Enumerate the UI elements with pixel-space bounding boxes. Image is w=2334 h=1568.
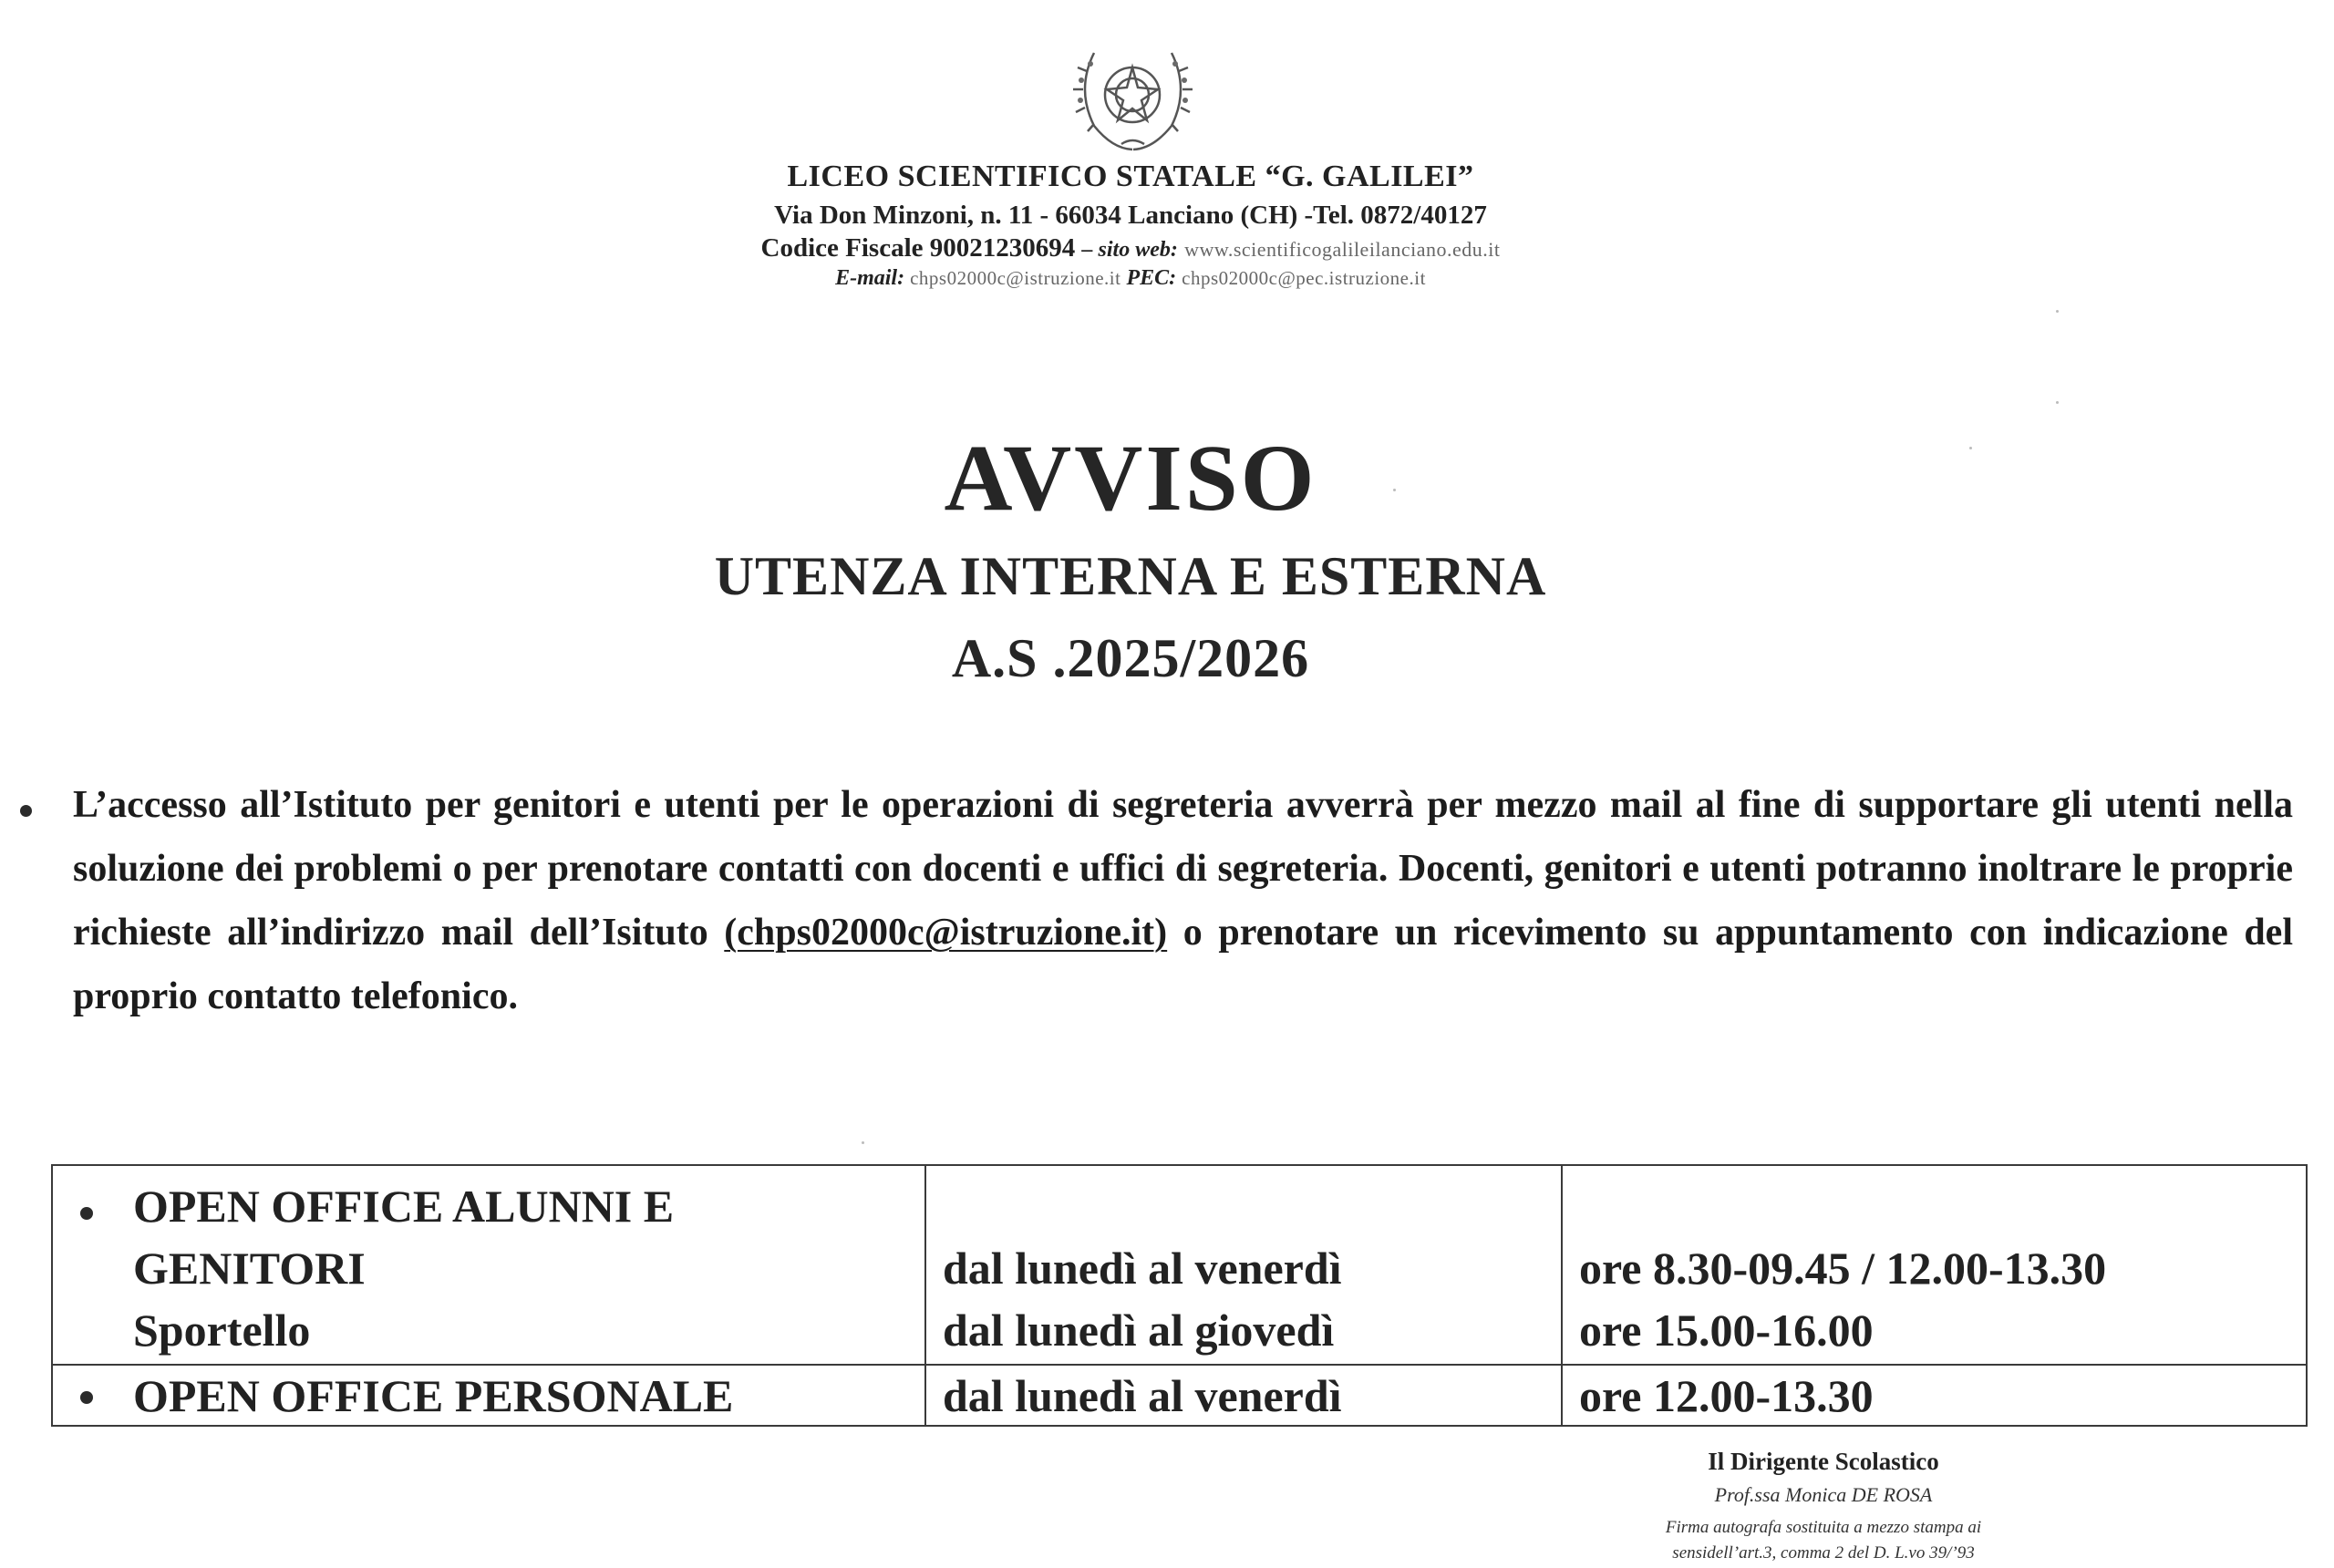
office-days: dal lunedì al venerdì <box>943 1370 1342 1421</box>
scan-speck <box>2056 310 2059 313</box>
bullet-icon <box>20 805 32 817</box>
office-name: OPEN OFFICE PERSONALE <box>133 1370 734 1421</box>
signature-role: Il Dirigente Scolastico <box>1708 1448 1939 1475</box>
office-subname: Sportello <box>133 1305 311 1356</box>
office-hours: ore 15.00-16.00 <box>1579 1305 1874 1356</box>
email-link[interactable]: chps02000c@istruzione.it <box>910 267 1121 289</box>
office-hours: ore 8.30-09.45 / 12.00-13.30 <box>1579 1243 2107 1294</box>
scan-speck <box>2056 401 2059 404</box>
signature-note-line: sensidell’art.3, comma 2 del D. L.vo 39/’93 <box>1672 1543 1975 1563</box>
signature-note-line: Firma autografa sostituita a mezzo stampa ai <box>1665 1518 1982 1537</box>
email-line <box>511 266 1750 291</box>
email-label: E-mail: <box>835 266 905 290</box>
office-name: GENITORI <box>133 1243 366 1294</box>
pec-label: PEC: <box>1126 266 1177 290</box>
web-label: – sito web: <box>1081 238 1178 262</box>
italian-republic-emblem-icon <box>1067 35 1199 158</box>
notice-subtitle: UTENZA INTERNA E ESTERNA <box>714 546 1547 606</box>
office-hours: ore 12.00-13.30 <box>1579 1370 1874 1421</box>
notice-paragraph <box>73 773 2293 1028</box>
office-days: dal lunedì al giovedì <box>943 1305 1335 1356</box>
paragraph-text-end: o prenotare un ricevimento su appuntamento con indicazione del proprio contatto telefonico. <box>73 912 2293 1017</box>
scan-speck <box>1393 489 1396 491</box>
scan-speck <box>1969 447 1972 449</box>
bullet-icon <box>80 1391 93 1404</box>
institute-email-link[interactable]: (chps02000c@istruzione.it) <box>724 912 1168 954</box>
table-divider <box>1561 1166 1563 1425</box>
bullet-icon <box>80 1207 93 1220</box>
school-address: Via Don Minzoni, n. 11 - 66034 Lanciano (CH) -Tel. 0872/40127 <box>774 201 1487 230</box>
fiscal-code: 90021230694 <box>929 233 1076 263</box>
schedule-table <box>51 1164 2308 1427</box>
fiscal-line <box>511 233 1750 263</box>
table-divider <box>924 1166 926 1425</box>
scan-speck <box>862 1141 864 1144</box>
school-name: LICEO SCIENTIFICO STATALE “G. GALILEI” <box>787 160 1474 193</box>
paragraph-text-start: L’accesso all’Istituto per genitori e utenti per le operazioni di segreteria avverrà per mezzo mail al fine di supportare gli utenti nella soluzione dei problemi o per prenotare contatti con docenti e uffici di segreteria. Docenti, genitori e utenti potranno inoltrare le proprie richieste all’indirizzo mail dell’Isituto <box>73 784 2293 954</box>
notice-title: AVVISO <box>944 426 1317 531</box>
website-link[interactable]: www.scientificogalileilanciano.edu.it <box>1184 238 1501 261</box>
signature-note <box>1568 1515 2079 1566</box>
office-name: OPEN OFFICE ALUNNI E <box>133 1181 675 1232</box>
office-days: dal lunedì al venerdì <box>943 1243 1342 1294</box>
school-year: A.S .2025/2026 <box>951 628 1310 688</box>
fiscal-label: Codice Fiscale <box>760 233 924 263</box>
pec-link[interactable]: chps02000c@pec.istruzione.it <box>1182 267 1426 289</box>
signature-name: Prof.ssa Monica DE ROSA <box>1714 1483 1933 1506</box>
